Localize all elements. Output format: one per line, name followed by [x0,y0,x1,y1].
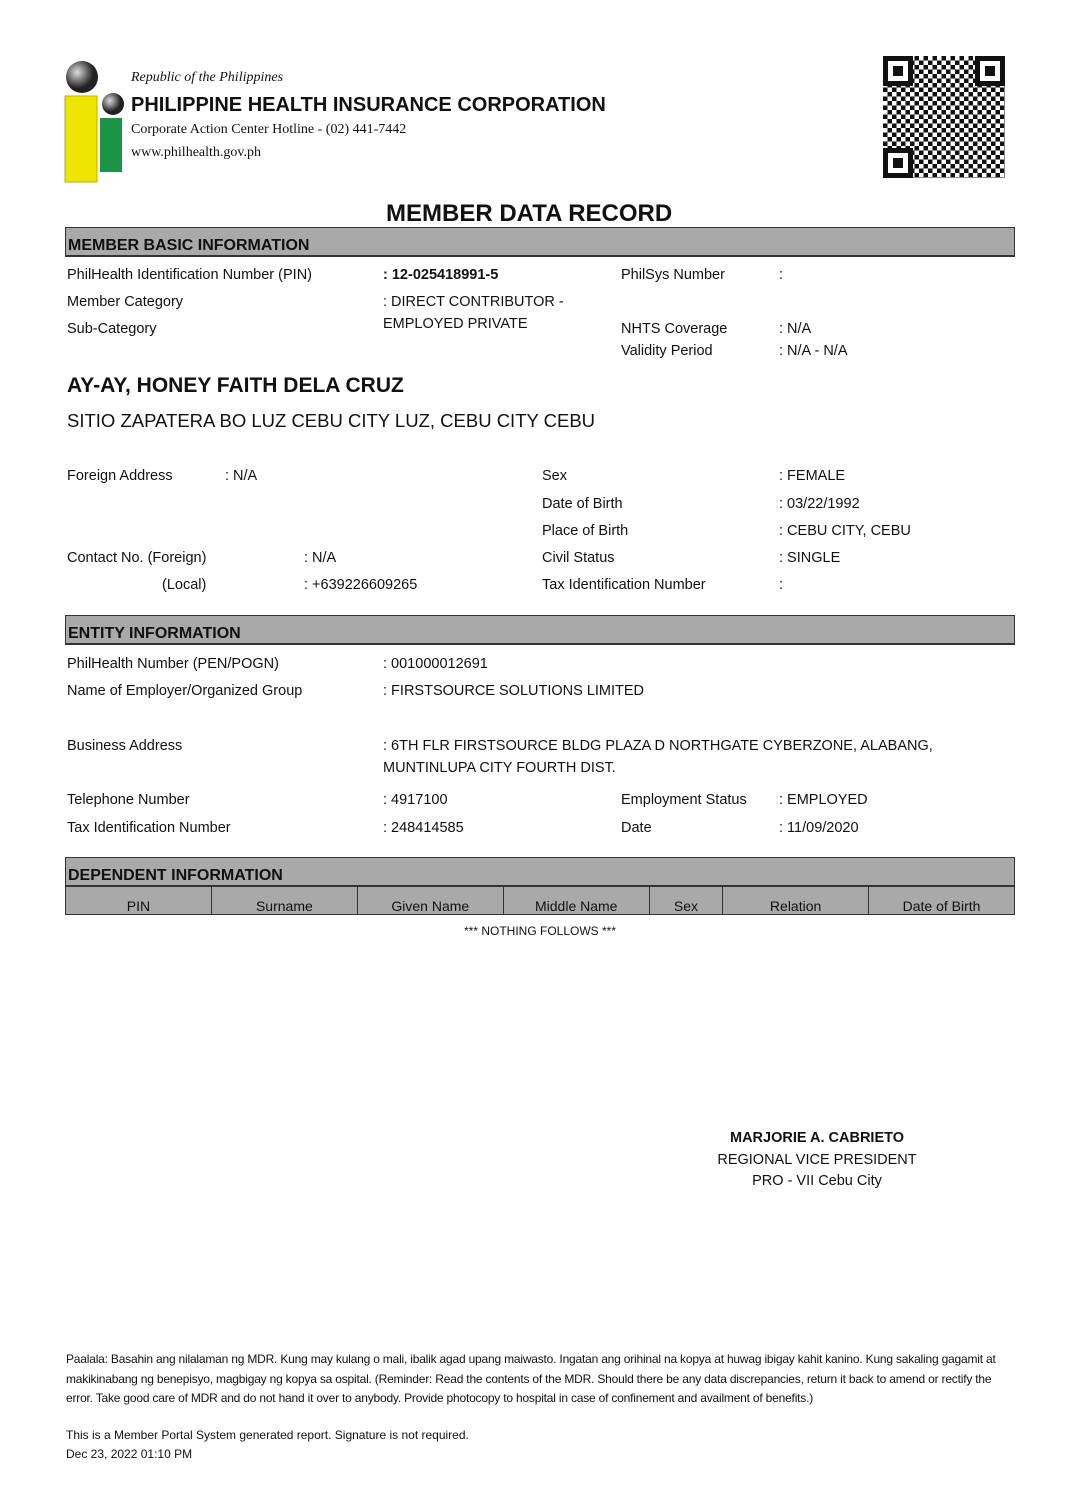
pen-label: PhilHealth Number (PEN/POGN) [67,656,279,672]
system-note: This is a Member Portal System generated report. Signature is not required. [66,1428,469,1442]
employment-status-value: : EMPLOYED [779,792,868,808]
col-relation: Relation [723,887,869,914]
nhts-value: : N/A [779,321,812,337]
section-title: DEPENDENT INFORMATION [68,867,283,884]
philhealth-logo [62,60,126,185]
pin-value: : 12-025418991-5 [383,267,499,283]
employment-status-label: Employment Status [621,792,747,808]
philsys-value: : [779,267,784,283]
section-dependent [65,857,1015,887]
civil-label: Civil Status [542,550,615,566]
contact-local-label: (Local) [162,577,207,593]
date-value: : 11/09/2020 [779,820,859,836]
col-sex: Sex [650,887,723,914]
entity-tin-label: Tax Identification Number [67,820,231,836]
business-address-line1: : 6TH FLR FIRSTSOURCE BLDG PLAZA D NORTHGATE CYBERZONE, ALABANG, [383,738,933,754]
signatory-position: REGIONAL VICE PRESIDENT [717,1152,917,1168]
contact-foreign-value: : N/A [304,550,337,566]
sex-label: Sex [542,468,567,484]
sex-value: : FEMALE [779,468,846,484]
validity-value: : N/A - N/A [779,343,848,359]
col-surname: Surname [212,887,358,914]
subcategory-value: EMPLOYED PRIVATE [383,316,528,332]
dependent-table-header [65,887,1015,915]
hotline: Corporate Action Center Hotline - (02) 441-7442 [131,122,407,137]
entity-tin-value: : 248414585 [383,820,464,836]
category-label: Member Category [67,294,184,310]
section-member-basic [65,227,1015,257]
republic-text: Republic of the Philippines [131,70,284,85]
col-pin: PIN [66,887,212,914]
qr-code [883,56,1005,178]
signatory-office: PRO - VII Cebu City [752,1173,882,1189]
business-address-line2: MUNTINLUPA CITY FOURTH DIST. [383,760,616,776]
generated-timestamp: Dec 23, 2022 01:10 PM [66,1447,193,1461]
member-address: SITIO ZAPATERA BO LUZ CEBU CITY LUZ, CEBU CITY CEBU [67,410,596,431]
section-title: MEMBER BASIC INFORMATION [68,237,310,254]
philsys-label: PhilSys Number [621,267,725,283]
signatory-name: MARJORIE A. CABRIETO [729,1130,904,1146]
contact-local-value: : +639226609265 [304,577,418,593]
subcategory-label: Sub-Category [67,321,157,337]
foreign-address-label: Foreign Address [67,468,173,484]
pen-value: : 001000012691 [383,656,488,672]
pob-value: : CEBU CITY, CEBU [779,523,911,539]
section-entity [65,615,1015,645]
col-given-name: Given Name [358,887,504,914]
dob-label: Date of Birth [542,496,623,512]
validity-label: Validity Period [621,343,713,359]
employer-value: : FIRSTSOURCE SOLUTIONS LIMITED [383,683,645,699]
tin-value: : [779,577,784,593]
reminder-text: Paalala: Basahin ang nilalaman ng MDR. Kung may kulang o mali, ibalik agad upang maiwasto. Ingatan ang orihinal na kopya at huwag ibigay kahit kanino. Kung sakaling gagamit at makikinabang ng benepisyo, magbigay ng kopya sa ospital. (Reminder: Read the contents of the MDR. Should there be any data discrepancies, return it back to amend or rectify the error. Take good care of MDR and do not hand it over to anybody. Provide photocopy to hospital in case of confinement and availment of benefits.) [66,1352,996,1405]
telephone-value: : 4917100 [383,792,448,808]
website: www.philhealth.gov.ph [131,145,261,160]
employer-label: Name of Employer/Organized Group [67,683,303,699]
nothing-follows: *** NOTHING FOLLOWS *** [463,924,617,938]
pin-label: PhilHealth Identification Number (PIN) [67,267,312,283]
page-title: MEMBER DATA RECORD [386,200,673,227]
contact-foreign-label: Contact No. (Foreign) [67,550,207,566]
member-name: AY-AY, HONEY FAITH DELA CRUZ [67,374,404,397]
nhts-label: NHTS Coverage [621,321,728,337]
dob-value: : 03/22/1992 [779,496,860,512]
date-label: Date [621,820,652,836]
col-dob: Date of Birth [902,898,981,914]
tin-label: Tax Identification Number [542,577,706,593]
section-title: ENTITY INFORMATION [68,625,241,642]
foreign-address-value: : N/A [225,468,258,484]
business-address-label: Business Address [67,738,183,754]
col-middle-name: Middle Name [504,887,650,914]
civil-value: : SINGLE [779,550,841,566]
category-value: : DIRECT CONTRIBUTOR - [383,294,564,310]
pob-label: Place of Birth [542,523,629,539]
org-name: PHILIPPINE HEALTH INSURANCE CORPORATION [131,94,606,116]
telephone-label: Telephone Number [67,792,190,808]
